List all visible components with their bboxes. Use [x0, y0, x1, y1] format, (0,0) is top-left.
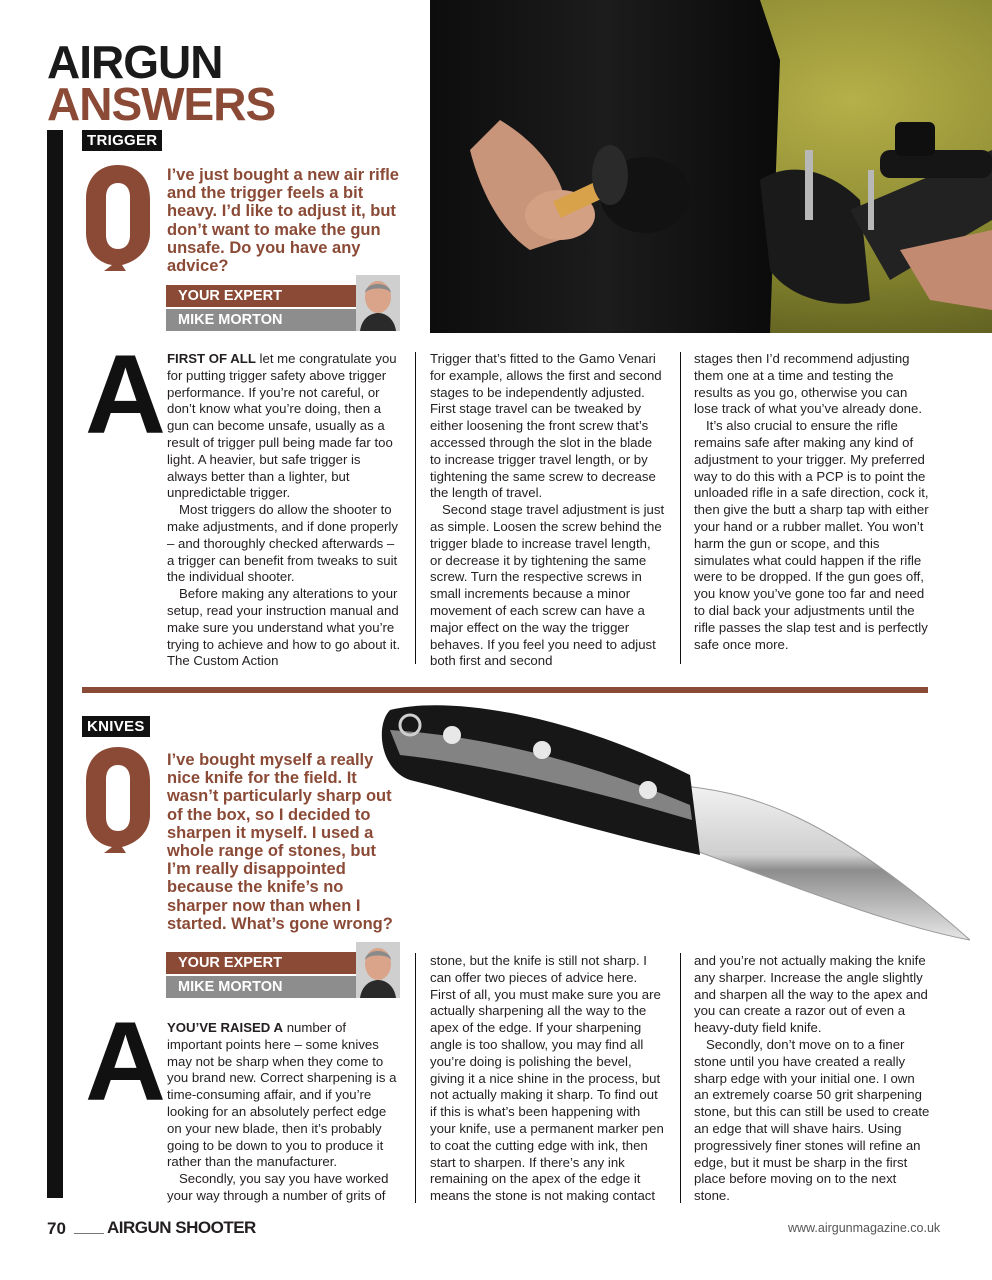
section-divider [82, 687, 928, 693]
footer-url[interactable]: www.airgunmagazine.co.uk [788, 1221, 941, 1235]
question-knives: I’ve bought myself a really nice knife for the field. It wasn’t particularly sharp out of the box, so I decided to sharpen it myself. I used a whole range of stones, but I’m really disappointed because the knife’s no sharper now than when I started. What’s gone wrong? [167, 751, 393, 933]
mallet-rifle-photo [430, 0, 992, 333]
answer2-column1 [167, 1020, 403, 1205]
answer2-column2 [430, 953, 666, 1205]
column-rule [415, 352, 416, 664]
answer-paragraph: Second stage travel adjustment is just as simple. Loosen the screw behind the trigger blade to increase travel length, or decrease it by tightening the same screw. Turn the respective screws in small increments because a minor movement of each screw can have a major effect on the way the trigger behaves. If you feel you need to adjust both first and second [430, 502, 665, 669]
masthead-line2: ANSWERS [47, 78, 276, 130]
answer1-column2 [430, 351, 666, 670]
answer2-column3 [694, 953, 930, 1205]
expert-name: MIKE MORTON [166, 309, 400, 331]
expert-headshot-avatar [356, 942, 400, 998]
answer1-column1 [167, 351, 403, 670]
answer-paragraph: stone, but the knife is still not sharp. I can offer two pieces of advice here. First of all, you must make sure you are actually sharpening all the way to the apex of the edge. If your sharpening angle is too shallow, you may find all you’re doing is polishing the bevel, giving it a nice shine in the process, but not actually making it sharp. To find out if this is what’s been happening with your knife, use a permanent marker pen to coat the cutting edge with ink, then start to sharpen. If there’s any ink remaining on the apex of the edge it means the stone is not making contact [430, 953, 664, 1204]
answer-paragraph: stages then I’d recommend adjusting them one at a time and testing the results as you go, otherwise you can lose track of what you’ve already done. [694, 351, 922, 417]
answer-paragraph: It’s also crucial to ensure the rifle remains safe after making any kind of adjustment to your trigger. My preferred way to do this with a PCP is to point the unloaded rifle in a safe direction, cock it, then give the butt a sharp tap with either your hand or a rubber mallet. You won’t harm the gun or scope, and this simulates what could happen if the rifle were to be dropped. If the gun goes off, you know you’ve gone too far and need to dial back your adjustments until the rifle passes the slap test and is perfectly safe once more. [694, 418, 929, 652]
column-rule [680, 953, 681, 1203]
answer-a-letter: A [85, 999, 166, 1124]
footer-magazine-title: AIRGUN SHOOTER [107, 1218, 256, 1237]
column-rule [680, 352, 681, 664]
question-trigger: I’ve just bought a new air rifle and the trigger feels a bit heavy. I’d like to adjust it, but don’t want to make the gun unsafe. Do you have any advice? [167, 166, 399, 276]
question-q-icon [82, 745, 154, 853]
expert-label: YOUR EXPERT [166, 952, 400, 974]
answer-paragraph: and you’re not actually making the knife any sharper. Increase the angle slightly and sharpen all the way to the apex and you can create a razor out of even a heavy-duty field knife. [694, 953, 928, 1036]
answer-paragraph: Secondly, don’t move on to a finer stone until you have created a really sharp edge with your initial one. I own an extremely coarse 50 grit sharpening stone, but this can still be used to create an edge that will shave hairs. Using progressively finer stones will refine an edge, but it must be sharp in the first place before moving on to the next stone. [694, 1036, 930, 1204]
answer-paragraph: Before making any alterations to your setup, read your instruction manual and make sure you understand what you’re trying to achieve and how to go about it. The Custom Action [167, 586, 401, 669]
column-rule [415, 953, 416, 1203]
photo-illustration [430, 0, 992, 333]
masthead-line1: AIRGUN [47, 36, 223, 88]
section-vertical-bar [47, 130, 63, 1198]
answer-paragraph: number of important points here – some knives may not be sharp when they come to you brand new. Correct sharpening is a time-consuming affair, and if you’re looking for an absolutely perfect edge on your new blade, then it’s probably going to be down to you to produce it rather than the manufacturer. [167, 1020, 397, 1170]
expert-label: YOUR EXPERT [166, 285, 400, 307]
answer-lead: FIRST OF ALL [167, 351, 256, 366]
question-q-icon [82, 163, 154, 271]
answer-paragraph: Trigger that’s fitted to the Gamo Venari for example, allows the first and second stages to be independently adjusted. First stage travel can be tweaked by either loosening the front screw that’s accessed through the slot in the blade to increase trigger travel length, or by tightening the same screw to decrease the length of travel. [430, 351, 662, 501]
answer-a-letter: A [85, 332, 166, 457]
answer-paragraph: Most triggers do allow the shooter to make adjustments, and if done properly – and thoroughly checked afterwards – a trigger can benefit from tweaks to suit the individual shooter. [167, 502, 398, 585]
expert-name: MIKE MORTON [166, 976, 400, 998]
answer-paragraph: let me congratulate you for putting trigger safety above trigger performance. If you’re not careful, or don’t know what you’re doing, then a gun can become unsafe, usually as a result of trigger pull being made far too light. A heavier, but safe trigger is always better than a lighter, but unpredictable trigger. [167, 351, 397, 501]
answer-lead: YOU’VE RAISED A [167, 1020, 284, 1035]
knives-tag: KNIVES [82, 716, 150, 737]
answer-paragraph: Secondly, you say you have worked your way through a number of grits of [167, 1171, 389, 1203]
expert-headshot-avatar [356, 275, 400, 331]
footer-rule [74, 1233, 104, 1234]
knife-photo [370, 695, 970, 950]
answer1-column3 [694, 351, 930, 653]
trigger-tag: TRIGGER [82, 130, 162, 151]
page-number: 70 [47, 1219, 66, 1238]
